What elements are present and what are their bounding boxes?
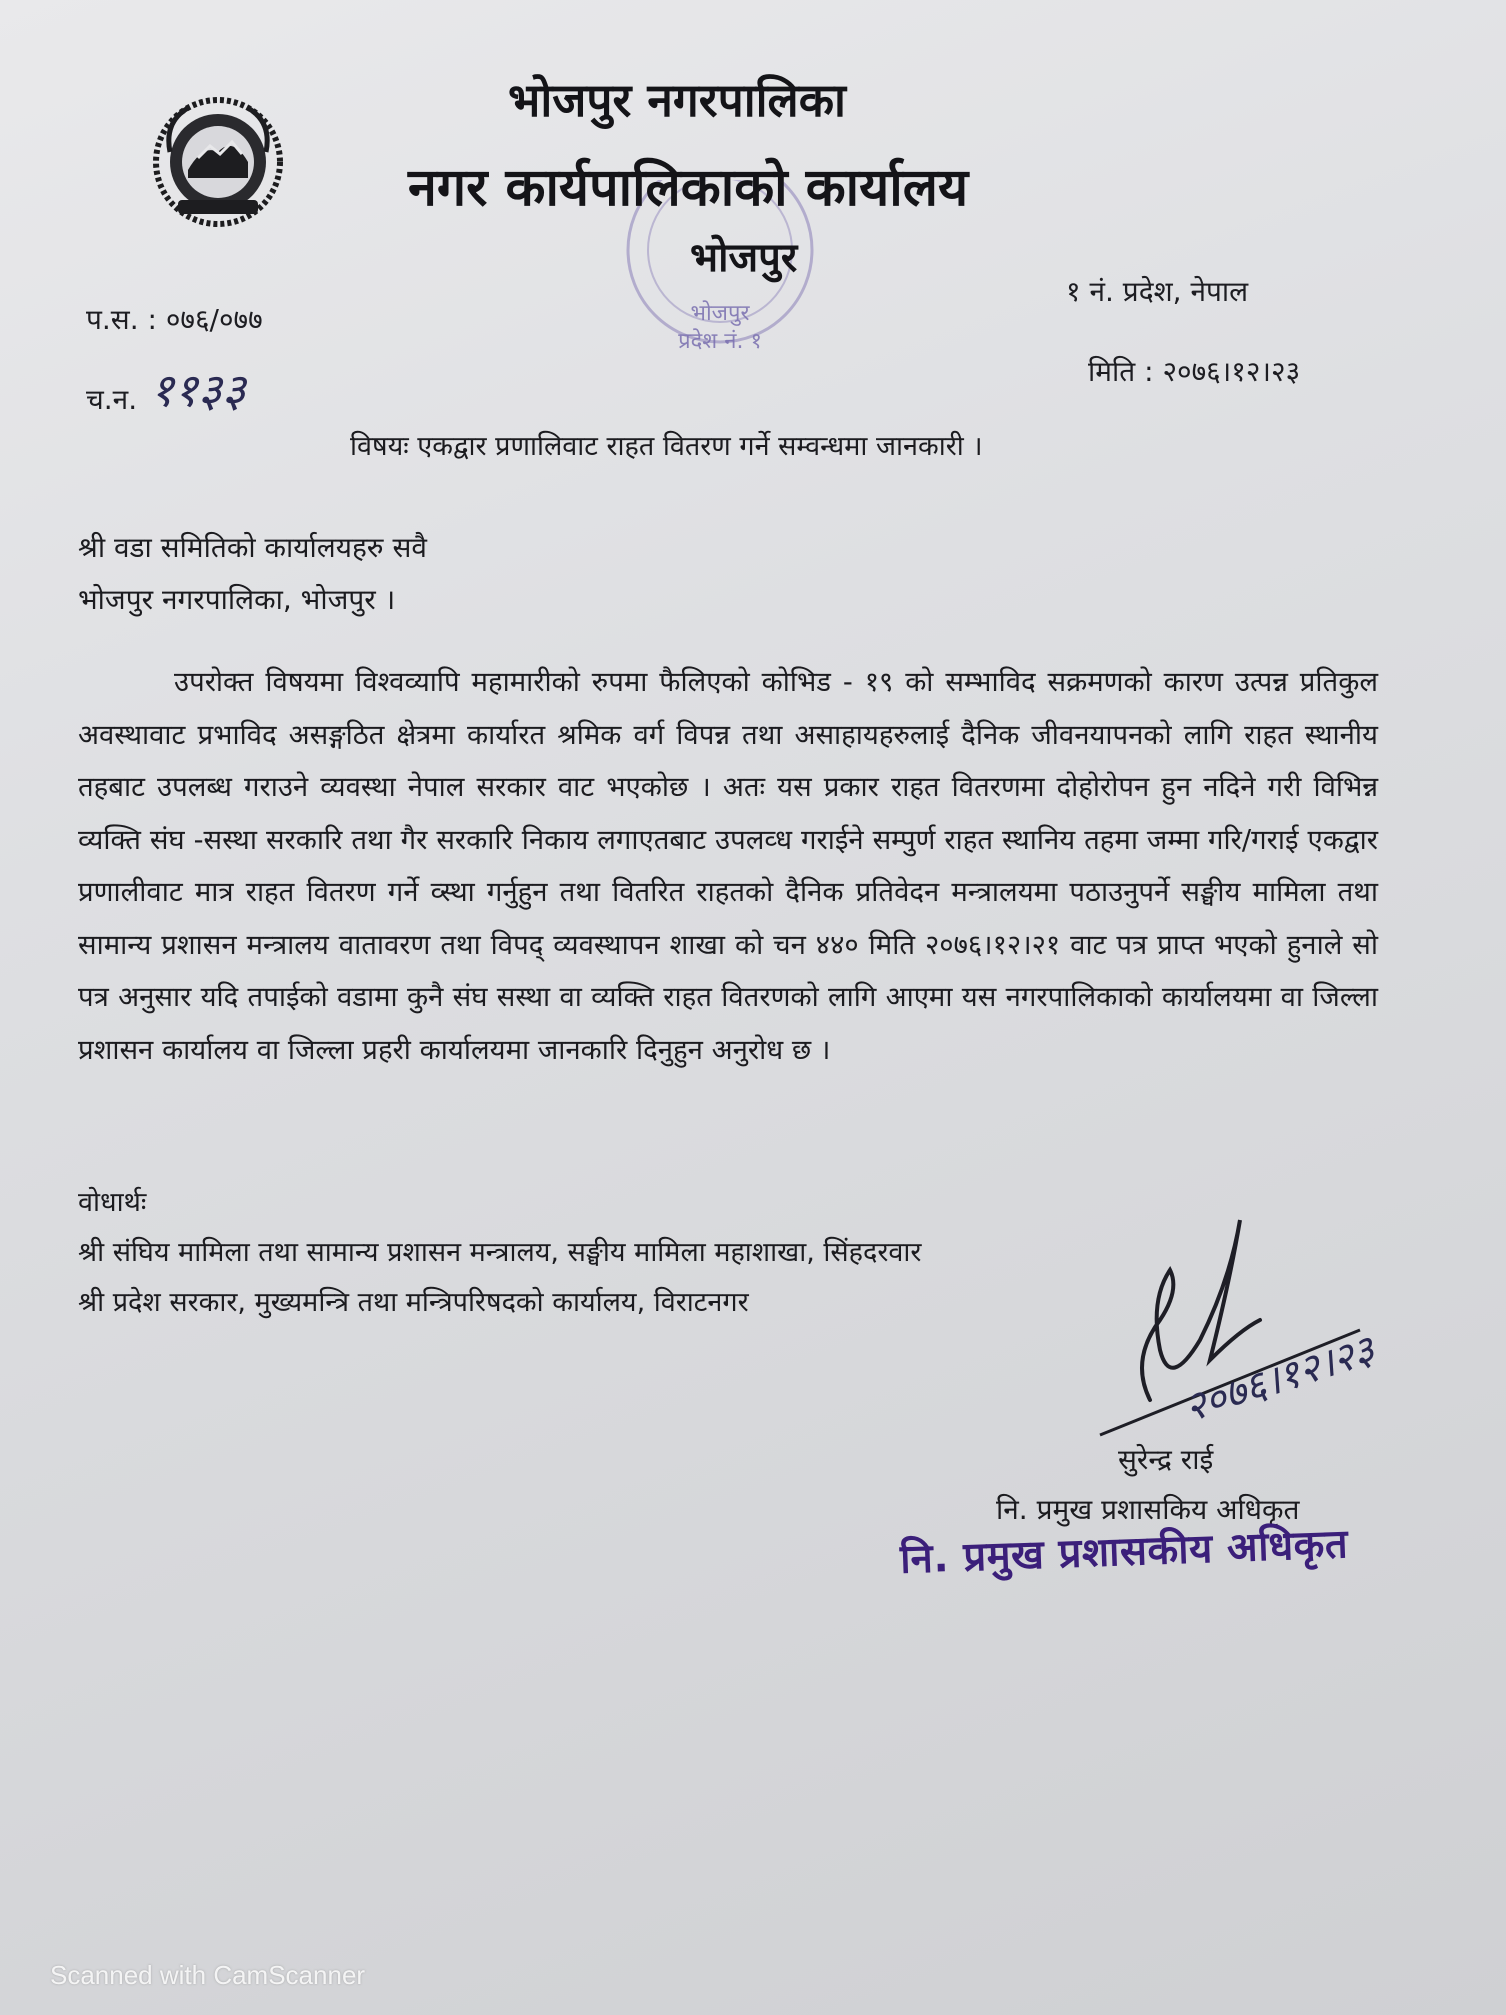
government-emblem-icon — [148, 92, 288, 232]
letter-date: मिति : २०७६।१२।२३ — [1088, 355, 1301, 388]
subject-line: विषयः एकद्वार प्रणालिवाट राहत वितरण गर्ने सम्वन्धमा जानकारी । — [350, 431, 983, 462]
signer-name: सुरेन्द्र राई — [1118, 1443, 1214, 1476]
cc-item: श्री प्रदेश सरकार, मुख्यमन्त्रि तथा मन्त्रिपरिषदको कार्यालय, विराटनगर — [78, 1287, 749, 1318]
cc-item: श्री संघिय मामिला तथा सामान्य प्रशासन मन्त्रालय, सङ्घीय मामिला महाशाखा, सिंहदरवार — [78, 1237, 922, 1268]
province-line: १ नं. प्रदेश, नेपाल — [1066, 275, 1249, 308]
reference-label: च.न. — [86, 383, 138, 416]
letterhead-location: भोजपुर — [690, 235, 798, 281]
letter-body: उपरोक्त विषयमा विश्वव्यापि महामारीको रुपमा फैलिएको कोभिड - १९ को सम्भाविद सक्रमणको कारण उत्पन्न प्रतिकुल अवस्थावाट प्रभाविद असङ्गठित क्षेत्रमा कार्यारत श्रमिक वर्ग विपन्न तथा असाहायहरुलाई दैनिक जीवनयापनको लागि राहत स्थानीय तहबाट उपलब्ध गराउने व्यवस्था नेपाल सरकार वाट भएकोछ । अतः यस प्रकार राहत वितरणमा दोहोरोपन हुन नदिने गरी विभिन्न व्यक्ति संघ -सस्था सरकारि तथा गैर सरकारि निकाय लगाएतबाट उपलव्ध गराईने सम्पुर्ण राहत स्थानिय तहमा जम्मा गरि/गराई एकद्वार प्रणालीवाट मात्र राहत वितरण गर्ने व्स्था गर्नुहुन तथा वितरित राहतको दैनिक प्रतिवेदन मन्त्रालयमा पठाउनुपर्ने सङ्घीय मामिला तथा सामान्य प्रशासन मन्त्रालय वातावरण तथा विपद् व्यवस्थापन शाखा को चन ४४० मिति २०७६।१२।२१ वाट पत्र प्राप्त भएको हुनाले सो पत्र अनुसार यदि तपाईको वडामा कुनै संघ सस्था वा व्यक्ति राहत वितरणको लागि आएमा यस नगरपालिकाको कार्यालयमा वा जिल्ला प्रशासन कार्यालय वा जिल्ला प्रहरी कार्यालयमा जानकारि दिनुहुन अनुरोध छ । — [78, 666, 1378, 1066]
cc-label: वोधार्थः — [78, 1187, 147, 1218]
svg-text:भोजपुर: भोजपुर — [690, 301, 750, 326]
signature-date-handwritten: २०७६।१२।२३ — [1178, 1326, 1381, 1432]
signer-title: नि. प्रमुख प्रशासकिय अधिकृत — [996, 1493, 1300, 1526]
letterhead-office: नगर कार्यपालिकाको कार्यालय — [408, 158, 969, 218]
reference-number-handwritten: ११३३ — [150, 363, 246, 417]
addressee-line-2: भोजपुर नगरपालिका, भोजपुर । — [78, 583, 396, 616]
fiscal-year: प.स. : ०७६/०७७ — [86, 303, 263, 336]
addressee-line-1: श्री वडा समितिको कार्यालयहरु सवै — [78, 531, 427, 564]
svg-text:प्रदेश नं. १: प्रदेश नं. १ — [678, 329, 762, 354]
scanner-watermark: Scanned with CamScanner — [50, 1960, 366, 1990]
letterhead-municipality: भोजपुर नगरपालिका — [508, 73, 846, 127]
signer-title-stamp: नि. प्रमुख प्रशासकीय अधिकृत — [899, 1521, 1349, 1583]
signature-icon — [1090, 1200, 1470, 1450]
